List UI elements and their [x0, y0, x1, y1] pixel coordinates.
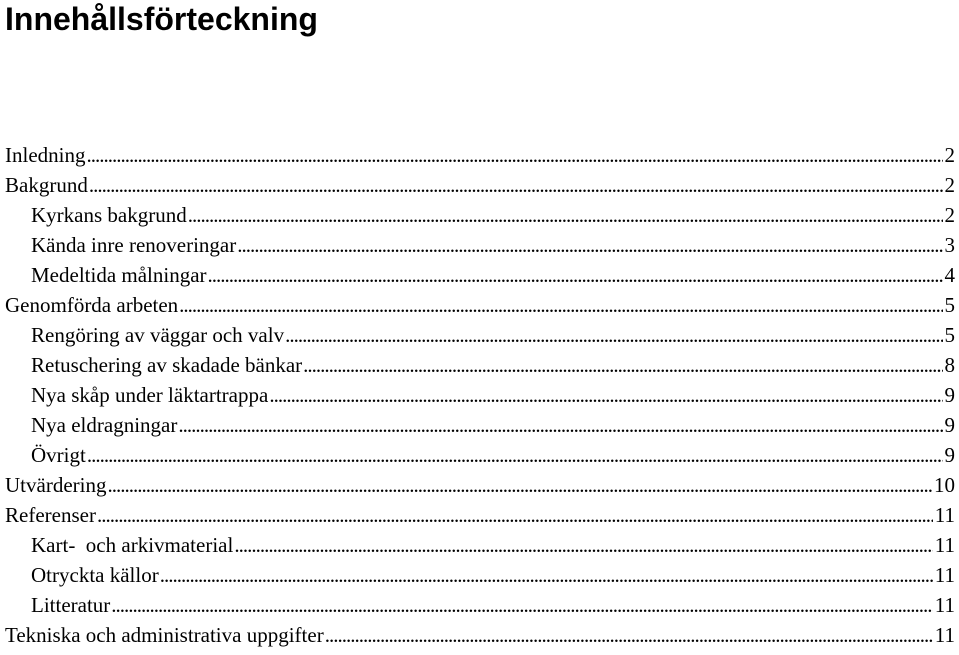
toc-entry-page-number: 2 — [944, 173, 955, 197]
toc-entry-label: Nya eldragningar — [31, 413, 178, 437]
toc-entry-label: Övrigt — [31, 443, 86, 467]
toc-entry-label: Tekniska och administrativa uppgifter — [5, 623, 324, 647]
toc-entry-page-number: 11 — [934, 563, 955, 587]
table-of-contents — [0, 140, 955, 650]
toc-entry-page-number: 4 — [944, 263, 955, 287]
toc-entry-litteratur[interactable] — [0, 590, 955, 620]
toc-entry-genomforda-arbeten[interactable] — [0, 290, 955, 320]
dot-leader — [234, 530, 932, 560]
toc-entry-label: Bakgrund — [5, 173, 88, 197]
dot-leader — [208, 260, 943, 290]
dot-leader — [86, 140, 942, 170]
toc-entry-label: Rengöring av väggar och valv — [31, 323, 285, 347]
toc-entry-page-number: 10 — [934, 473, 955, 497]
toc-entry-label: Retuschering av skadade bänkar — [31, 353, 303, 377]
dot-leader — [89, 170, 943, 200]
dot-leader — [303, 350, 942, 380]
toc-entry-label: Kyrkans bakgrund — [31, 203, 187, 227]
toc-entry-page-number: 8 — [944, 353, 955, 377]
toc-entry-referenser[interactable] — [0, 500, 955, 530]
toc-entry-label: Utvärdering — [5, 473, 107, 497]
page-title: Innehållsförteckning — [5, 1, 318, 37]
dot-leader — [188, 200, 943, 230]
toc-entry-label: Inledning — [5, 143, 86, 167]
toc-entry-page-number: 2 — [944, 203, 955, 227]
toc-entry-page-number: 9 — [944, 443, 955, 467]
toc-entry-nya-eldragningar[interactable] — [0, 410, 955, 440]
dot-leader — [160, 560, 933, 590]
toc-entry-page-number: 3 — [944, 233, 955, 257]
dot-leader — [269, 380, 942, 410]
toc-entry-page-number: 11 — [934, 503, 955, 527]
dot-leader — [178, 410, 942, 440]
toc-entry-page-number: 5 — [944, 293, 955, 317]
dot-leader — [87, 440, 943, 470]
dot-leader — [179, 290, 942, 320]
toc-entry-page-number: 2 — [944, 143, 955, 167]
toc-entry-bakgrund[interactable] — [0, 170, 955, 200]
toc-entry-utvardering[interactable] — [0, 470, 955, 500]
toc-entry-label: Kända inre renoveringar — [31, 233, 237, 257]
toc-entry-label: Medeltida målningar — [31, 263, 207, 287]
dot-leader — [97, 500, 933, 530]
toc-entry-kanda-inre-renoveringar[interactable] — [0, 230, 955, 260]
toc-entry-label: Nya skåp under läktartrappa — [31, 383, 269, 407]
toc-entry-rengoring[interactable] — [0, 320, 955, 350]
dot-leader — [107, 470, 932, 500]
toc-entry-label: Genomförda arbeten — [5, 293, 179, 317]
toc-entry-page-number: 5 — [944, 323, 955, 347]
toc-entry-page-number: 9 — [944, 383, 955, 407]
toc-entry-page-number: 11 — [934, 593, 955, 617]
toc-entry-medeltida-malningar[interactable] — [0, 260, 955, 290]
toc-entry-page-number: 9 — [944, 413, 955, 437]
toc-entry-kyrkans-bakgrund[interactable] — [0, 200, 955, 230]
toc-entry-ovrigt[interactable] — [0, 440, 955, 470]
toc-entry-nya-skap[interactable] — [0, 380, 955, 410]
toc-entry-page-number: 11 — [934, 623, 955, 647]
toc-entry-inledning[interactable] — [0, 140, 955, 170]
toc-entry-label: Referenser — [5, 503, 96, 527]
toc-entry-page-number: 11 — [934, 533, 955, 557]
toc-entry-otryckta-kallor[interactable] — [0, 560, 955, 590]
toc-entry-retuschering[interactable] — [0, 350, 955, 380]
toc-entry-label: Otryckta källor — [31, 563, 159, 587]
dot-leader — [111, 590, 932, 620]
toc-entry-tekniska-och-administrativa-uppgifter[interactable] — [0, 620, 955, 650]
dot-leader — [237, 230, 942, 260]
toc-entry-kart-och-arkivmaterial[interactable] — [0, 530, 955, 560]
dot-leader — [325, 620, 933, 650]
toc-entry-label: Litteratur — [31, 593, 111, 617]
dot-leader — [285, 320, 942, 350]
toc-entry-label: Kart- och arkivmaterial — [31, 533, 234, 557]
